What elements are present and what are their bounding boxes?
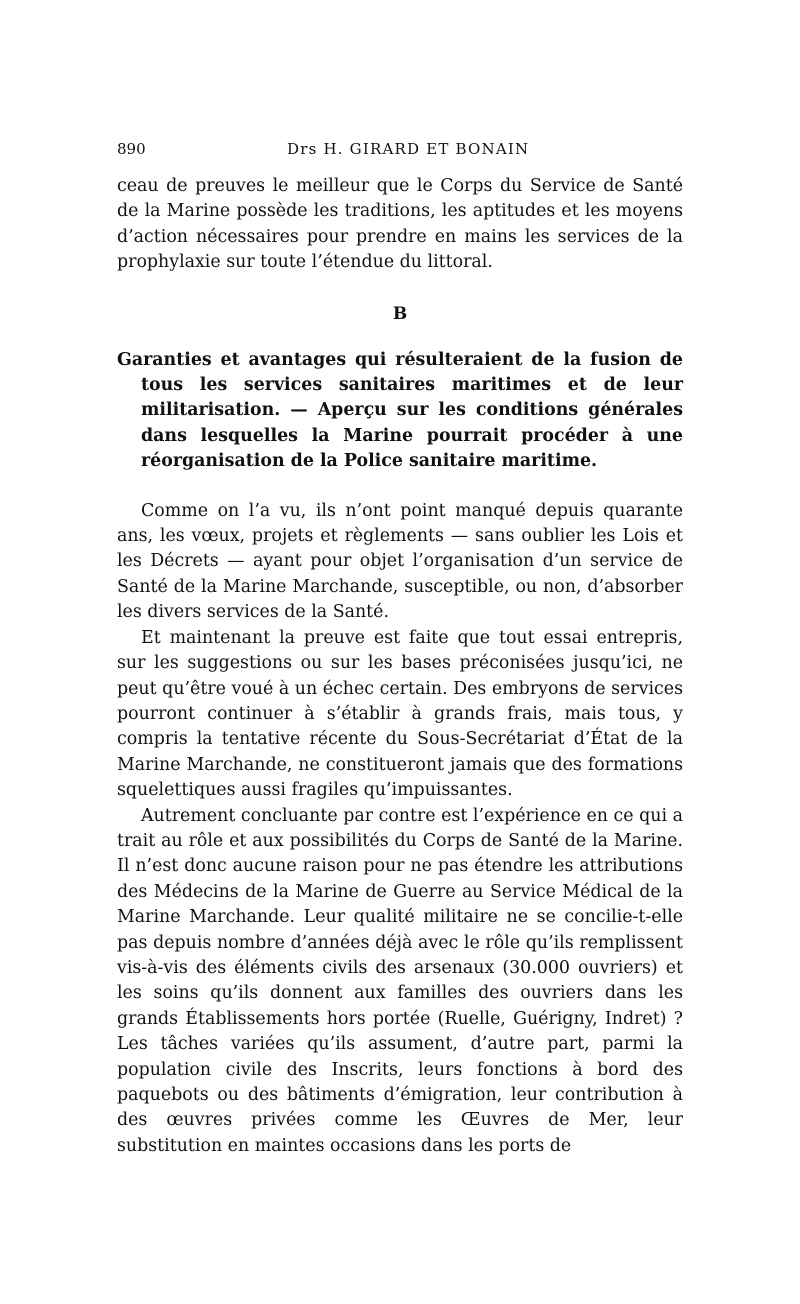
continuation-paragraph: ceau de preuves le meilleur que le Corps du Service de Santé de la Marine possède les traditions, les aptitudes et les moyens d’action nécessaires pour prendre en mains les services de la prophylaxie sur toute l’étendue du littoral. bbox=[117, 176, 683, 273]
body-paragraph-3: Autrement concluante par contre est l’expérience en ce qui a trait au rôle et aux possibilités du Corps de Santé de la Marine. Il n’est donc aucune raison pour ne pas étendre les attributions des Médecins de la Marine de Guerre au Service Médical de la Marine Marchande. Leur qualité militaire ne se concilie-t-elle pas depuis nombre d’années déjà avec le rôle qu’ils remplissent vis-à-vis des éléments civils des arsenaux (30.000 ouvriers) et les soins qu’ils donnent aux familles des ouvriers dans les grands Établissements hors portée (Ruelle, Guérigny, Indret) ? Les tâches variées qu’ils assument, d’autre part, parmi la population civile des Inscrits, leurs fonctions à bord des paquebots ou des bâtiments d’émigration, leur contribution à des œuvres privées comme les Œuvres de Mer, leur substitution en maintes occasions dans les ports de bbox=[117, 805, 683, 1156]
body-paragraph-1: Comme on l’a vu, ils n’ont point manqué depuis quarante ans, les vœux, projets et règlements — sans oublier les Lois et les Décrets — ayant pour objet l’organisation d’un service de Santé de la Marine Marchande, susceptible, ou non, d’absorber les divers services de la Santé. bbox=[117, 500, 683, 623]
running-head-authors: Drs H. GIRARD ET BONAIN bbox=[287, 140, 530, 158]
section-heading: Garanties et avantages qui résulteraient de la fusion de tous les services sanitaires maritimes et de leur militarisation. — Aperçu sur les conditions générales dans lesquelles la Marine pourrait procéder à une réorganisation de la Police sanitaire maritime. bbox=[117, 349, 683, 472]
section-letter: B bbox=[392, 303, 408, 324]
body-paragraph-2: Et maintenant la preuve est faite que tout essai entrepris, sur les suggestions ou sur les bases préconisées jusqu’ici, ne peut qu’être voué à un échec certain. Des embryons de services pourront continuer à s’établir à grands frais, mais tous, y compris la tentative récente du Sous-Secrétariat d’État de la Marine Marchande, ne constitueront jamais que des formations squelettiques aussi fragiles qu’impuissantes. bbox=[117, 627, 683, 801]
page-number: 890 bbox=[117, 140, 146, 158]
running-head bbox=[117, 140, 683, 164]
book-page bbox=[117, 140, 683, 1159]
